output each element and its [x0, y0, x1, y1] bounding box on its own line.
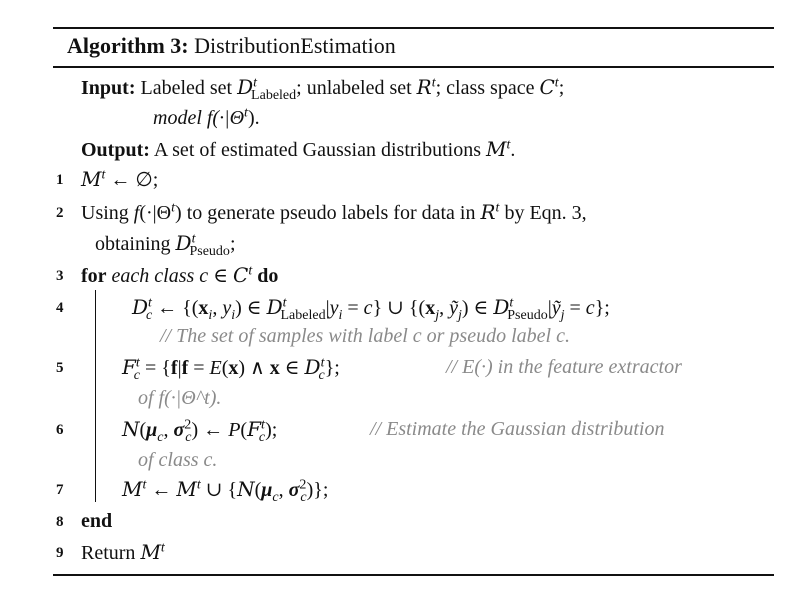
model-end: ). [247, 107, 260, 129]
model-text: model f(·|Θ [153, 107, 245, 129]
input-text-1: Labeled set [140, 77, 238, 99]
line-3: for each class c ∈ $C^t$ do [81, 263, 279, 287]
model-sup: t [244, 105, 248, 121]
line-6-comment-cont: of class c. [138, 449, 218, 471]
line-number-3: 3 [56, 268, 64, 284]
input-text-3: ; class space [435, 77, 540, 99]
line-5-comment: // E(·) in the feature extractor [446, 356, 682, 378]
labeled-set-sub: Labeled [251, 88, 297, 103]
output-text: A set of estimated Gaussian distributions [153, 139, 486, 161]
line-number-8: 8 [56, 514, 64, 530]
line-2: Using $f(\cdot|\Theta^t)$ to generate pseudo labels for data in $R^t$ by Eqn. 3, [81, 200, 587, 224]
output-end: . [510, 139, 516, 161]
line-number-5: 5 [56, 360, 64, 376]
line-6: $N(\mu_c$, $\sigma^2_c$) ← $P(F^t_c)$; [122, 417, 278, 445]
do-keyword: do [257, 265, 279, 287]
line-5: $F^t_c = \{f|f = E(x)$ ∧ x ∈ $D^t_c$}; [122, 355, 340, 383]
output-line [81, 137, 515, 162]
unlabeled-set-symbol: R [416, 75, 432, 99]
class-space-sup: t [554, 75, 559, 91]
line-9: Return $M^t$ [81, 540, 165, 564]
output-label: Output: [81, 139, 150, 161]
line-7: $M^t$ ← $M^t$ ∪ {$N(\mu_c$, $\sigma^2_c$)}; [122, 477, 329, 505]
line-number-2: 2 [56, 205, 64, 221]
line-8-end: end [81, 510, 113, 532]
input-line [81, 75, 565, 103]
line-number-7: 7 [56, 482, 64, 498]
input-model-line [153, 106, 260, 130]
output-sup: t [506, 137, 511, 153]
algorithm-title [67, 33, 396, 59]
loop-bar [95, 290, 96, 502]
line-number-9: 9 [56, 545, 64, 561]
line-1: $M^t$ ← ∅; [81, 167, 159, 191]
bottom-rule [53, 574, 774, 576]
line-6-comment: // Estimate the Gaussian distribution [370, 418, 665, 440]
line-number-1: 1 [56, 172, 64, 188]
line-5-comment-cont: of f(·|Θ^t). [138, 387, 222, 409]
unlabeled-set-sup: t [431, 75, 436, 91]
labeled-set-symbol: D [237, 75, 254, 99]
line-4: $D^t_c$ ← {($x_i$, $y_i$) ∈ $D^t_{Labeled}|y_i = c$} ∪ {($x_j$, ỹ$_j$) ∈ $D^t_{Pseudo}|ỹ_j = c$}; [132, 295, 610, 323]
line-4-comment: // The set of samples with label c or pseudo label c. [160, 325, 570, 347]
input-text-4: ; [558, 77, 565, 99]
line-number-4: 4 [56, 300, 64, 316]
for-keyword: for [81, 265, 107, 287]
input-text-2: ; unlabeled set [296, 77, 417, 99]
algorithm-name: DistributionEstimation [194, 33, 396, 58]
output-symbol: M [486, 137, 507, 161]
line-2-cont: obtaining $D^t_{Pseudo}$; [95, 231, 236, 259]
input-label: Input: [81, 77, 136, 99]
line-number-6: 6 [56, 422, 64, 438]
header-rule [53, 66, 774, 68]
labeled-set-sup: t [253, 75, 258, 91]
class-space-symbol: C [539, 75, 555, 99]
algorithm-label: Algorithm 3: [67, 33, 189, 58]
top-rule [53, 27, 774, 29]
